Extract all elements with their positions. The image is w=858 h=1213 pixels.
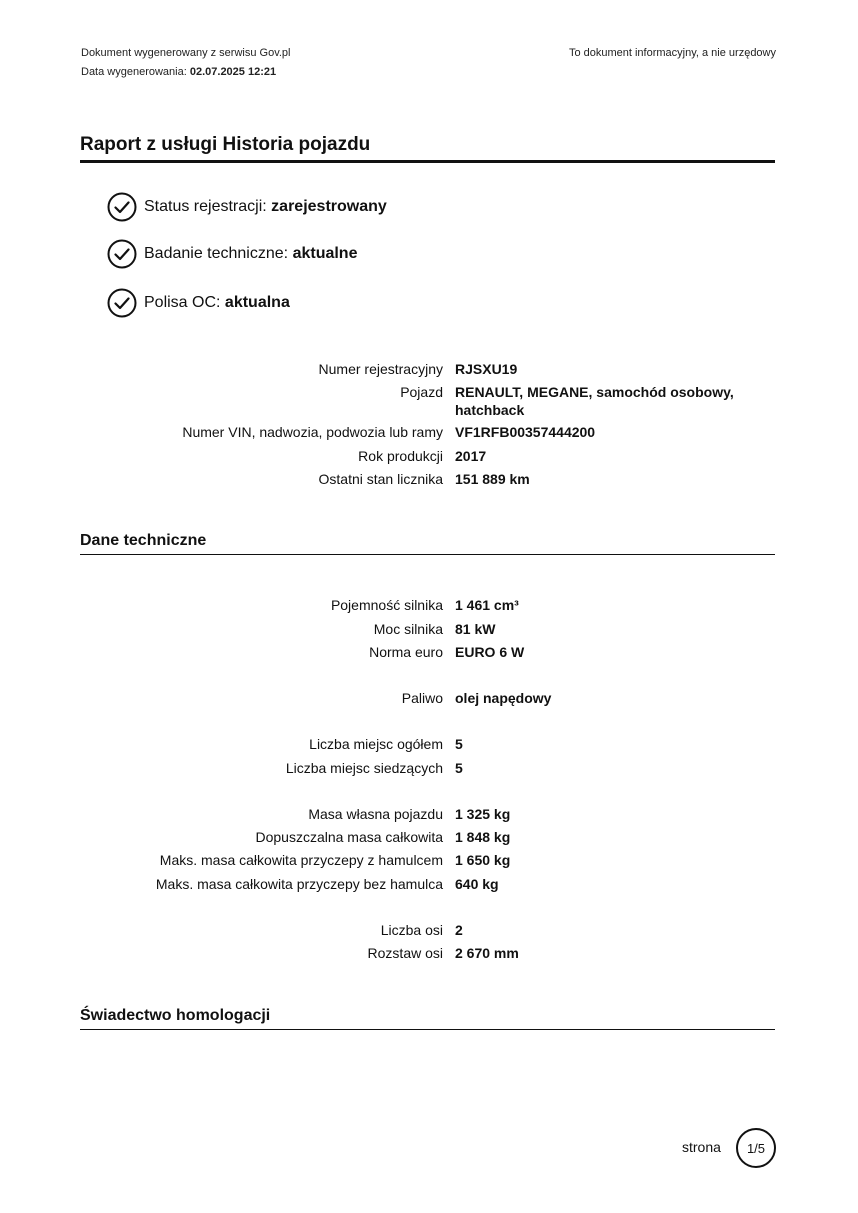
field-value: 5 xyxy=(455,736,463,752)
field-label: Liczba miejsc siedzących xyxy=(285,760,443,776)
generation-date-label: Data wygenerowania: xyxy=(81,66,187,78)
field-value: olej napędowy xyxy=(455,690,552,706)
field-value: 1 461 cm³ xyxy=(455,597,519,613)
field-value: 151 889 km xyxy=(455,471,530,487)
field-value: 1 848 kg xyxy=(455,829,511,845)
field-value: RJSXU19 xyxy=(455,361,518,377)
field-label: Masa własna pojazdu xyxy=(308,806,443,822)
section-divider xyxy=(80,554,775,555)
section-divider xyxy=(80,1029,775,1030)
field-label: Liczba miejsc ogółem xyxy=(309,736,443,752)
field-label: Moc silnika xyxy=(373,621,443,637)
status-label: Polisa OC: xyxy=(144,294,221,311)
field-value: 2 670 mm xyxy=(455,945,519,961)
registration-status xyxy=(107,192,387,222)
field-label: Pojemność silnika xyxy=(330,597,443,613)
insurance-status xyxy=(107,288,290,318)
field-label: Rozstaw osi xyxy=(367,945,443,961)
generated-from-text: Dokument wygenerowany z serwisu Gov.pl xyxy=(81,47,291,59)
title-divider xyxy=(80,160,775,163)
field-value: 2017 xyxy=(455,448,487,464)
status-label: Badanie techniczne: xyxy=(144,245,289,262)
field-value: 81 kW xyxy=(455,621,496,637)
field-value: EURO 6 W xyxy=(455,644,525,660)
technical-inspection-status xyxy=(107,239,357,269)
page-indicator: 1/5 xyxy=(736,1128,776,1168)
field-label: Maks. masa całkowita przyczepy z hamulcem xyxy=(159,852,443,868)
homologation-heading: Świadectwo homologacji xyxy=(80,1007,271,1024)
check-circle-icon xyxy=(107,239,137,269)
status-value: aktualne xyxy=(292,245,358,262)
field-value: 1 650 kg xyxy=(455,852,511,868)
field-label: Norma euro xyxy=(369,644,443,660)
page-title: Raport z usługi Historia pojazdu xyxy=(80,134,371,155)
generation-date-value: 02.07.2025 12:21 xyxy=(189,66,277,78)
generation-date xyxy=(81,66,276,78)
field-label: Maks. masa całkowita przyczepy bez hamulca xyxy=(155,876,443,892)
page-label: strona xyxy=(682,1139,721,1155)
status-label: Status rejestracji: xyxy=(144,198,267,215)
check-circle-icon xyxy=(107,192,137,222)
disclaimer-text: To dokument informacyjny, a nie urzędowy xyxy=(568,47,776,59)
field-value: 5 xyxy=(455,760,463,776)
field-value: RENAULT, MEGANE, samochód osobowy, hatchback xyxy=(455,384,734,418)
field-label: Ostatni stan licznika xyxy=(318,471,443,487)
field-label: Pojazd xyxy=(400,384,443,400)
field-label: Liczba osi xyxy=(380,922,443,938)
field-label: Dopuszczalna masa całkowita xyxy=(255,829,443,845)
field-label: Paliwo xyxy=(401,690,443,706)
field-value: VF1RFB00357444200 xyxy=(455,424,596,440)
status-value: aktualna xyxy=(224,294,290,311)
check-circle-icon xyxy=(107,288,137,318)
field-label: Rok produkcji xyxy=(358,448,443,464)
field-value: 640 kg xyxy=(455,876,499,892)
field-label: Numer rejestracyjny xyxy=(318,361,443,377)
technical-data-heading: Dane techniczne xyxy=(80,532,207,549)
field-value: 1 325 kg xyxy=(455,806,511,822)
field-value: 2 xyxy=(455,922,463,938)
field-label: Numer VIN, nadwozia, podwozia lub ramy xyxy=(182,424,443,440)
status-value: zarejestrowany xyxy=(271,198,387,215)
